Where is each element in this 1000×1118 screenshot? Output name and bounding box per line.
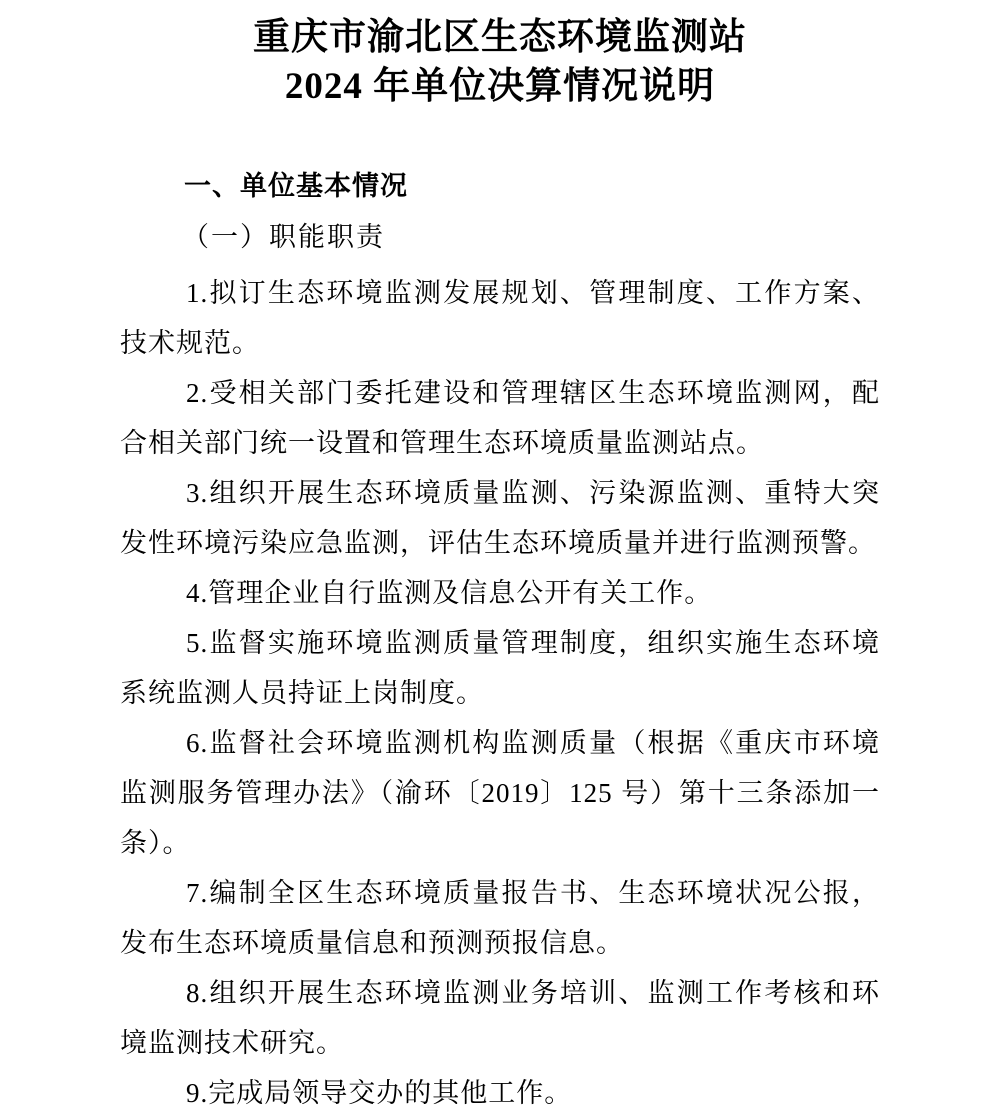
section-heading-basic-info: 一、单位基本情况 [184,171,408,201]
document-title [120,13,880,111]
duty-paragraph-5: 5.监督实施环境监测质量管理制度，组织实施生态环境系统监测人员持证上岗制度。 [120,628,880,708]
duty-paragraph-8: 8.组织开展生态环境监测业务培训、监测工作考核和环境监测技术研究。 [120,978,880,1058]
document-title-line2: 2024 年单位决算情况说明 [284,66,716,107]
duties-list [120,268,880,1118]
duty-paragraph-1: 1.拟订生态环境监测发展规划、管理制度、工作方案、技术规范。 [120,278,880,358]
document-title-line1: 重庆市渝北区生态环境监测站 [253,17,747,58]
duty-paragraph-6: 6.监督社会环境监测机构监测质量（根据《重庆市环境监测服务管理办法》（渝环〔2019〕125 号）第十三条添加一条）。 [120,728,880,858]
duty-paragraph-7: 7.编制全区生态环境质量报告书、生态环境状况公报，发布生态环境质量信息和预测预报信息。 [120,878,880,958]
duty-paragraph-2: 2.受相关部门委托建设和管理辖区生态环境监测网，配合相关部门统一设置和管理生态环境质量监测站点。 [120,378,880,458]
section-subheading-duties: （一）职能职责 [182,222,385,252]
duty-paragraph-3: 3.组织开展生态环境质量监测、污染源监测、重特大突发性环境污染应急监测，评估生态环境质量并进行监测预警。 [120,478,880,558]
duty-paragraph-4: 4.管理企业自行监测及信息公开有关工作。 [186,578,713,608]
duty-paragraph-9: 9.完成局领导交办的其他工作。 [186,1078,573,1108]
